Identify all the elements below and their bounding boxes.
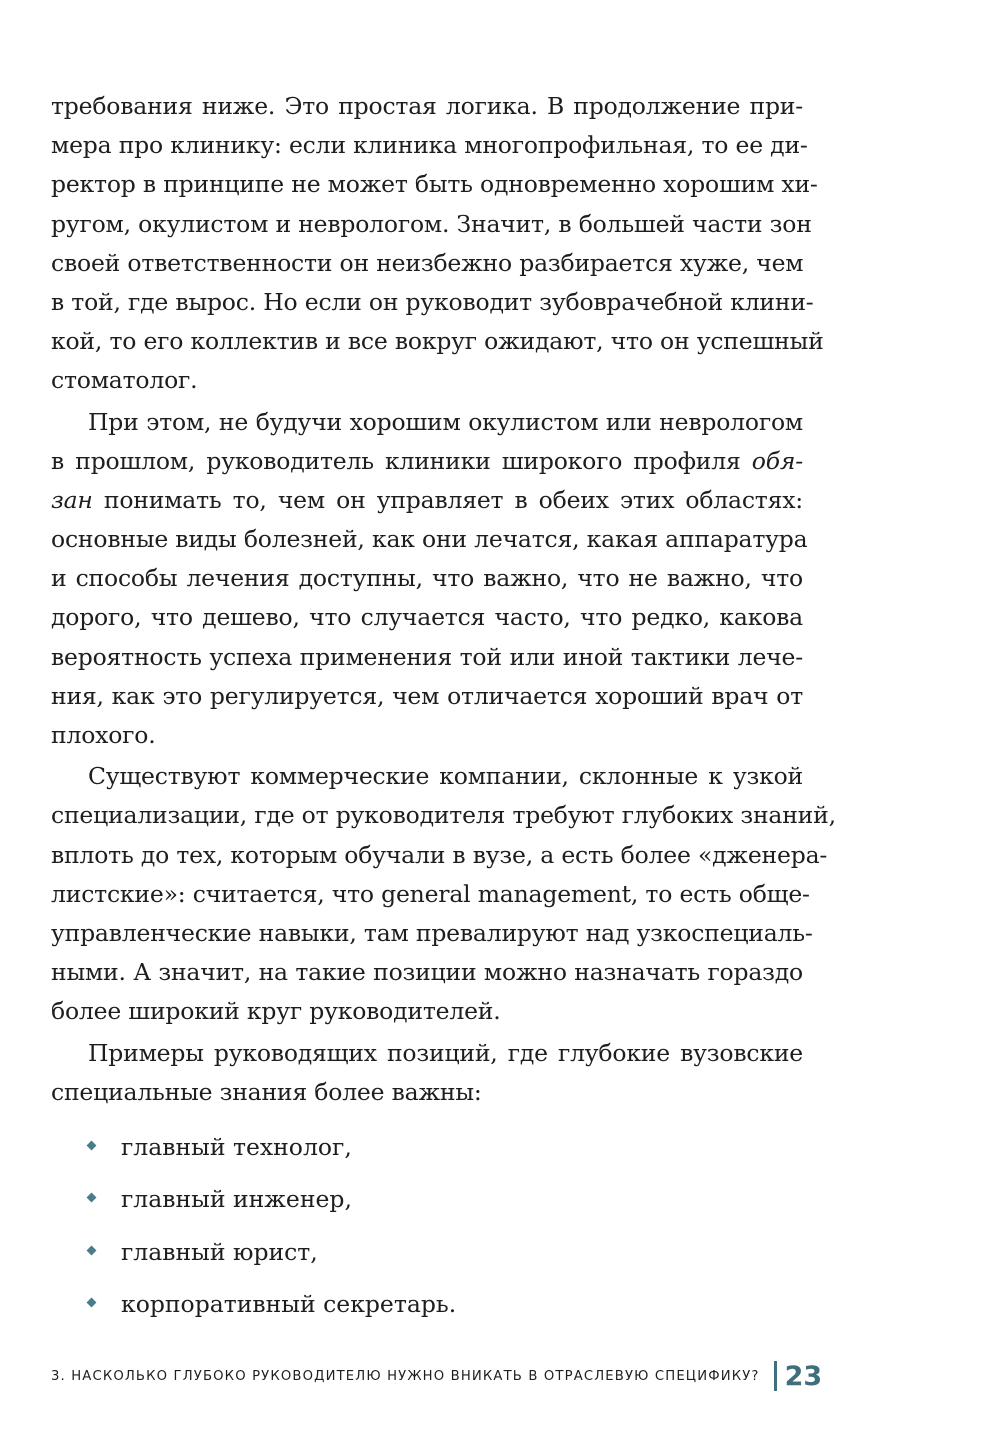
page-number: 23 [784, 1360, 823, 1392]
text-line: вероятность успеха применения той или иной тактики лече- [51, 642, 803, 671]
bullet-list [86, 1127, 456, 1336]
text-line: стоматолог. [51, 366, 198, 395]
paragraph-3 [51, 757, 836, 1031]
page-footer [51, 1358, 851, 1394]
text-line: ректор в принципе не может быть одновременно хорошим хи- [51, 170, 818, 199]
diamond-bullet-icon [87, 1193, 97, 1203]
text-line: вплоть до тех, которым обучали в вузе, а есть более «дженера- [51, 840, 828, 869]
text-line: своей ответственности он неизбежно разбирается хуже, чем [51, 248, 804, 277]
text-line: в той, где вырос. Но если он руководит зубоврачебной клини- [51, 287, 814, 316]
emphasis-text: зан [51, 485, 93, 514]
list-item-text: главный технолог, [121, 1133, 352, 1161]
text-line: ными. А значит, на такие позиции можно назначать гораздо [51, 958, 803, 987]
text-line: специализации, где от руководителя требуют глубоких знаний, [51, 801, 836, 830]
body-text [51, 87, 836, 1112]
paragraph-1 [51, 87, 824, 401]
diamond-bullet-icon [87, 1245, 97, 1255]
text-line [51, 481, 803, 520]
text-line: листские»: считается, что general management, то есть обще- [51, 879, 810, 908]
text-line: Примеры руководящих позиций, где глубокие вузовские [88, 1038, 803, 1067]
text-segment: понимать то, чем он управляет в обеих этих областях: [92, 485, 803, 514]
text-line: управленческие навыки, там превалируют над узкоспециаль- [51, 918, 813, 947]
paragraph-4 [51, 1034, 803, 1112]
text-line: дорого, что дешево, что случается часто, что редко, какова [51, 603, 803, 632]
diamond-bullet-icon [87, 1297, 97, 1307]
text-line: плохого. [51, 721, 156, 749]
list-item-text: главный юрист, [121, 1237, 318, 1266]
text-segment: в прошлом, руководитель клиники широкого профиля [51, 446, 752, 475]
list-item-text: корпоративный секретарь. [121, 1289, 457, 1318]
text-line: ния, как это регулируется, чем отличается хороший врач от [51, 681, 803, 710]
text-line: При этом, не будучи хорошим окулистом или неврологом [88, 407, 803, 436]
text-line: основные виды болезней, как они лечатся, какая аппаратура [51, 525, 808, 554]
running-head: 3. НАСКОЛЬКО ГЛУБОКО РУКОВОДИТЕЛЮ НУЖНО ВНИКАТЬ В ОТРАСЛЕВУЮ СПЕЦИФИКУ? [51, 1368, 760, 1384]
list-item-text: главный инженер, [121, 1185, 352, 1214]
text-line: Существуют коммерческие компании, склонные к узкой [88, 762, 803, 791]
text-line: более широкий круг руководителей. [51, 997, 501, 1026]
text-line [51, 442, 803, 481]
paragraph-2 [51, 403, 808, 756]
list-item [86, 1232, 456, 1284]
text-line: мера про клинику: если клиника многопрофильная, то ее ди- [51, 131, 808, 160]
text-line: ругом, окулистом и неврологом. Значит, в большей части зон [51, 209, 812, 238]
text-line: кой, то его коллектив и все вокруг ожидают, что он успешный [51, 327, 824, 356]
diamond-bullet-icon [87, 1141, 97, 1151]
text-line: и способы лечения доступны, что важно, что не важно, что [51, 564, 803, 593]
list-item [86, 1127, 456, 1179]
list-item [86, 1284, 456, 1336]
text-line: специальные знания более важны: [51, 1077, 482, 1106]
list-item [86, 1179, 456, 1231]
text-line: требования ниже. Это простая логика. В продолжение при- [51, 92, 803, 120]
emphasis-text: обя- [751, 446, 803, 475]
footer-divider [774, 1361, 777, 1391]
